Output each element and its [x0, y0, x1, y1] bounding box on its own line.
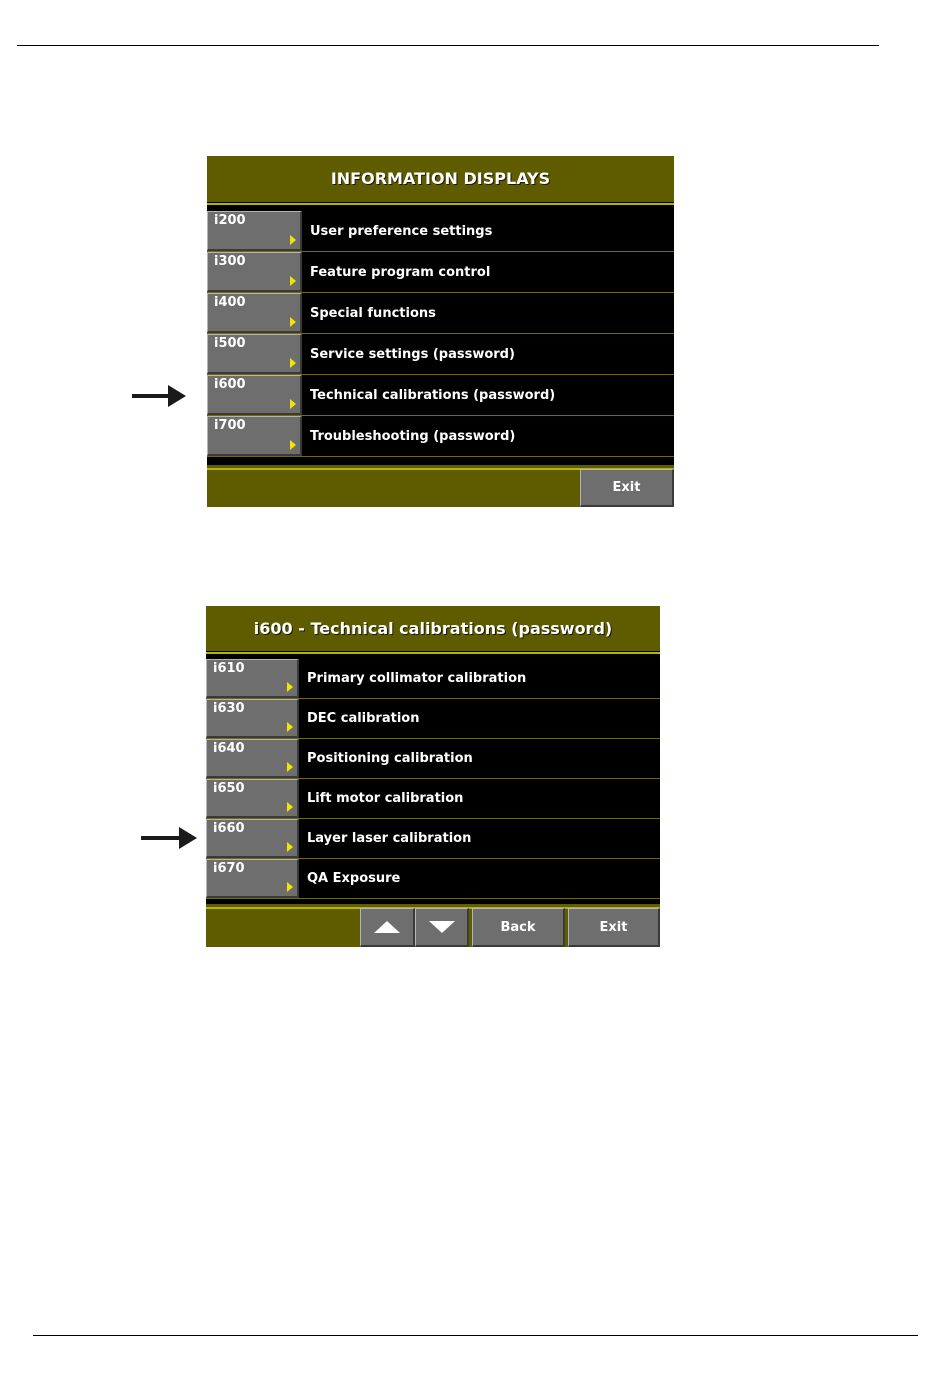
technical-calibrations-screen: [206, 606, 660, 947]
menu-item-label: Layer laser calibration: [307, 831, 472, 846]
menu-item-label: Troubleshooting (password): [310, 428, 516, 444]
menu-code-button[interactable]: [206, 659, 299, 698]
menu-code: i660: [213, 821, 245, 836]
exit-button[interactable]: Exit: [580, 469, 674, 507]
submenu-triangle-icon: [290, 276, 296, 286]
submenu-triangle-icon: [287, 722, 293, 732]
menu-code: i500: [214, 336, 246, 351]
menu-item-label: Positioning calibration: [307, 751, 473, 766]
menu-code: i610: [213, 661, 245, 676]
menu-item-i650[interactable]: [206, 779, 660, 819]
screen-footer: [207, 465, 674, 507]
menu-code: i300: [214, 254, 246, 269]
menu-item-label: Technical calibrations (password): [310, 387, 556, 403]
pointer-arrow-icon: [141, 827, 197, 849]
menu-item-label: Lift motor calibration: [307, 791, 464, 806]
menu-code: i630: [213, 701, 245, 716]
scroll-down-button[interactable]: [415, 908, 469, 947]
menu-code: i400: [214, 295, 246, 310]
menu-code-button[interactable]: [207, 252, 302, 292]
menu-item-label: Service settings (password): [310, 346, 515, 362]
menu-item-i600[interactable]: [207, 375, 674, 416]
menu-item-i630[interactable]: [206, 699, 660, 739]
pointer-arrow-icon: [132, 385, 186, 407]
menu-item-i700[interactable]: [207, 416, 674, 457]
submenu-triangle-icon: [287, 682, 293, 692]
menu-code-button[interactable]: [207, 334, 302, 374]
menu-item-label: Special functions: [310, 305, 436, 321]
menu-code-button[interactable]: [206, 859, 299, 898]
menu-code-button[interactable]: [206, 819, 299, 858]
menu-code: i650: [213, 781, 245, 796]
submenu-triangle-icon: [290, 317, 296, 327]
menu-item-i400[interactable]: [207, 293, 674, 334]
menu-code-button[interactable]: [206, 699, 299, 738]
menu-code-button[interactable]: [207, 293, 302, 333]
menu-item-i660[interactable]: [206, 819, 660, 859]
menu-code: i200: [214, 213, 246, 228]
exit-button[interactable]: Exit: [568, 908, 660, 947]
screen-title: i600 - Technical calibrations (password): [206, 606, 660, 651]
menu-code-button[interactable]: [207, 211, 302, 251]
menu-list: [207, 211, 674, 457]
information-displays-screen: [207, 156, 674, 507]
screen-title: INFORMATION DISPLAYS: [207, 156, 674, 202]
menu-code-button[interactable]: [207, 416, 302, 456]
menu-item-label: DEC calibration: [307, 711, 420, 726]
menu-item-i640[interactable]: [206, 739, 660, 779]
down-arrow-icon: [429, 921, 455, 933]
menu-list: [206, 659, 660, 899]
submenu-triangle-icon: [290, 399, 296, 409]
menu-item-label: Primary collimator calibration: [307, 671, 527, 686]
menu-item-label: User preference settings: [310, 223, 493, 239]
submenu-triangle-icon: [287, 882, 293, 892]
submenu-triangle-icon: [287, 762, 293, 772]
menu-code-button[interactable]: [206, 779, 299, 818]
screen-footer: [206, 904, 660, 947]
back-button[interactable]: Back: [472, 908, 565, 947]
menu-code: i700: [214, 418, 246, 433]
menu-item-i610[interactable]: [206, 659, 660, 699]
bottom-rule: [33, 1335, 918, 1336]
submenu-triangle-icon: [290, 358, 296, 368]
menu-item-i500[interactable]: [207, 334, 674, 375]
menu-item-label: QA Exposure: [307, 871, 401, 886]
submenu-triangle-icon: [287, 802, 293, 812]
menu-code-button[interactable]: [206, 739, 299, 778]
menu-item-i670[interactable]: [206, 859, 660, 899]
menu-code-button[interactable]: [207, 375, 302, 415]
submenu-triangle-icon: [287, 842, 293, 852]
submenu-triangle-icon: [290, 440, 296, 450]
menu-item-i300[interactable]: [207, 252, 674, 293]
menu-code: i600: [214, 377, 246, 392]
menu-item-label: Feature program control: [310, 264, 491, 280]
scroll-up-button[interactable]: [360, 908, 415, 947]
menu-item-i200[interactable]: [207, 211, 674, 252]
menu-code: i640: [213, 741, 245, 756]
menu-code: i670: [213, 861, 245, 876]
up-arrow-icon: [374, 921, 400, 933]
submenu-triangle-icon: [290, 235, 296, 245]
top-rule: [17, 45, 879, 46]
